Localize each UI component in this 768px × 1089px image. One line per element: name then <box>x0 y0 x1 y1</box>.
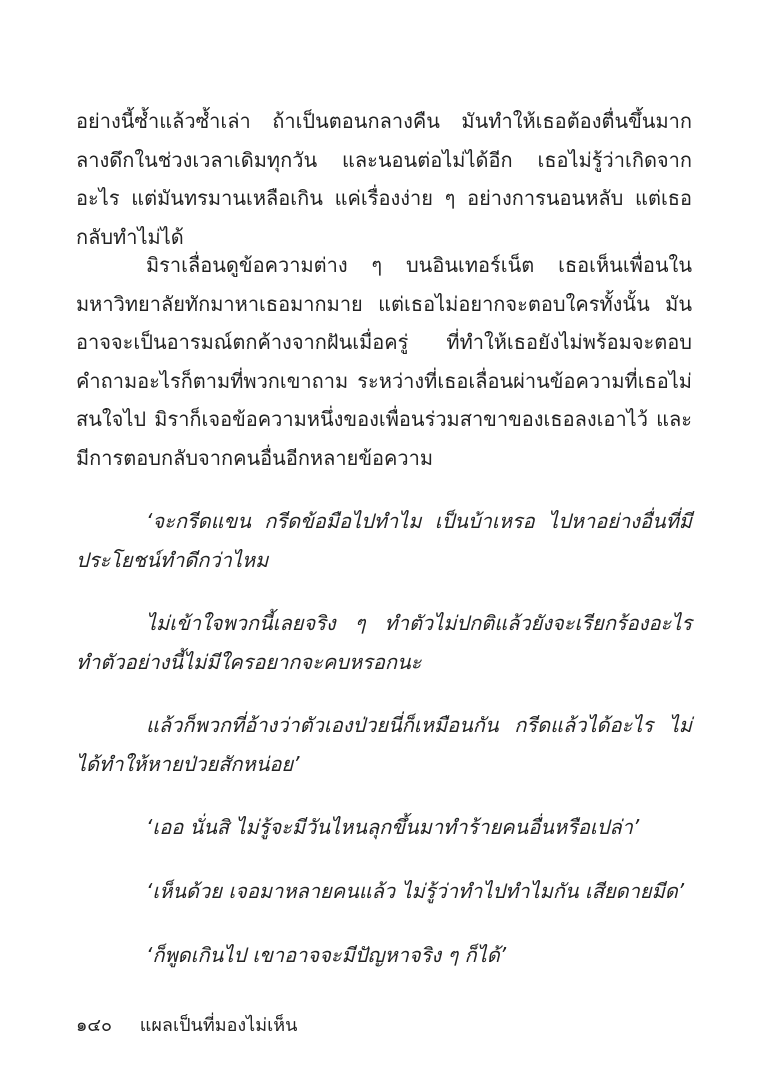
paragraph-text: มิราเลื่อนดูข้อความต่าง ๆ บนอินเทอร์เน็ต เธอเห็นเพื่อนในมหาวิทยาลัยทักมาหาเธอมากมาย แต่เธอไม่อยากจะตอบใครทั้งนั้น มันอาจจะเป็นอารมณ์ตกค้างจากฝันเมื่อครู่ ที่ทำให้เธอยังไม่พร้อมจะตอบคำถามอะไรก็ตามที่พวกเขาถาม ระหว่างที่เธอเลื่อนผ่านข้อความที่เธอไม่สนใจไป มิราก็เจอข้อความหนึ่งของเพื่อนร่วมสาขาของเธอลงเอาไว้ และมีการตอบกลับจากคนอื่นอีกหลายข้อความ <box>76 253 692 470</box>
body-paragraph: อย่างนี้ซ้ำแล้วซ้ำเล่า ถ้าเป็นตอนกลางคืน มันทำให้เธอต้องตื่นขึ้นมากลางดึกในช่วงเวลาเดิมทุกวัน และนอนต่อไม่ได้อีก เธอไม่รู้ว่าเกิดจากอะไร แต่มันทรมานเหลือเกิน แค่เรื่องง่าย ๆ อย่างการนอนหลับ แต่เธอกลับทำไม่ได้ <box>76 109 692 249</box>
quoted-comment <box>76 706 692 783</box>
comment-text: แล้วก็พวกที่อ้างว่าตัวเองป่วยนี่ก็เหมือนกัน กรีดแล้วได้อะไร ไม่ได้ทำให้หายป่วยสักหน่อย’ <box>76 713 692 776</box>
quoted-comment <box>76 808 692 847</box>
comment-text: ไม่เข้าใจพวกนี้เลยจริง ๆ ทำตัวไม่ปกติแล้วยังจะเรียกร้องอะไร ทำตัวอย่างนี้ไม่มีใครอยากจะคบหรอกนะ <box>76 611 692 674</box>
quoted-comment <box>76 604 692 681</box>
comment-text: ‘ก็พูดเกินไป เขาอาจจะมีปัญหาจริง ๆ ก็ได้’ <box>146 943 507 967</box>
comment-text: ‘เออ นั่นสิ ไม่รู้จะมีวันไหนลุกขึ้นมาทำร้ายคนอื่นหรือเปล่า’ <box>146 815 640 839</box>
comment-text: ‘เห็นด้วย เจอมาหลายคนแล้ว ไม่รู้ว่าทำไปทำไมกัน เสียดายมีด’ <box>146 879 685 903</box>
page-number: ๑๔๐ <box>76 1015 113 1036</box>
quoted-comment <box>76 502 692 579</box>
book-title: แผลเป็นที่มองไม่เห็น <box>139 1015 298 1036</box>
quoted-comment <box>76 872 692 911</box>
page-footer <box>76 1014 297 1038</box>
body-paragraph <box>76 246 692 477</box>
quoted-comment <box>76 936 692 975</box>
comment-text: ‘จะกรีดแขน กรีดข้อมือไปทำไม เป็นบ้าเหรอ ไปหาอย่างอื่นที่มีประโยชน์ทำดีกว่าไหม <box>76 509 692 572</box>
